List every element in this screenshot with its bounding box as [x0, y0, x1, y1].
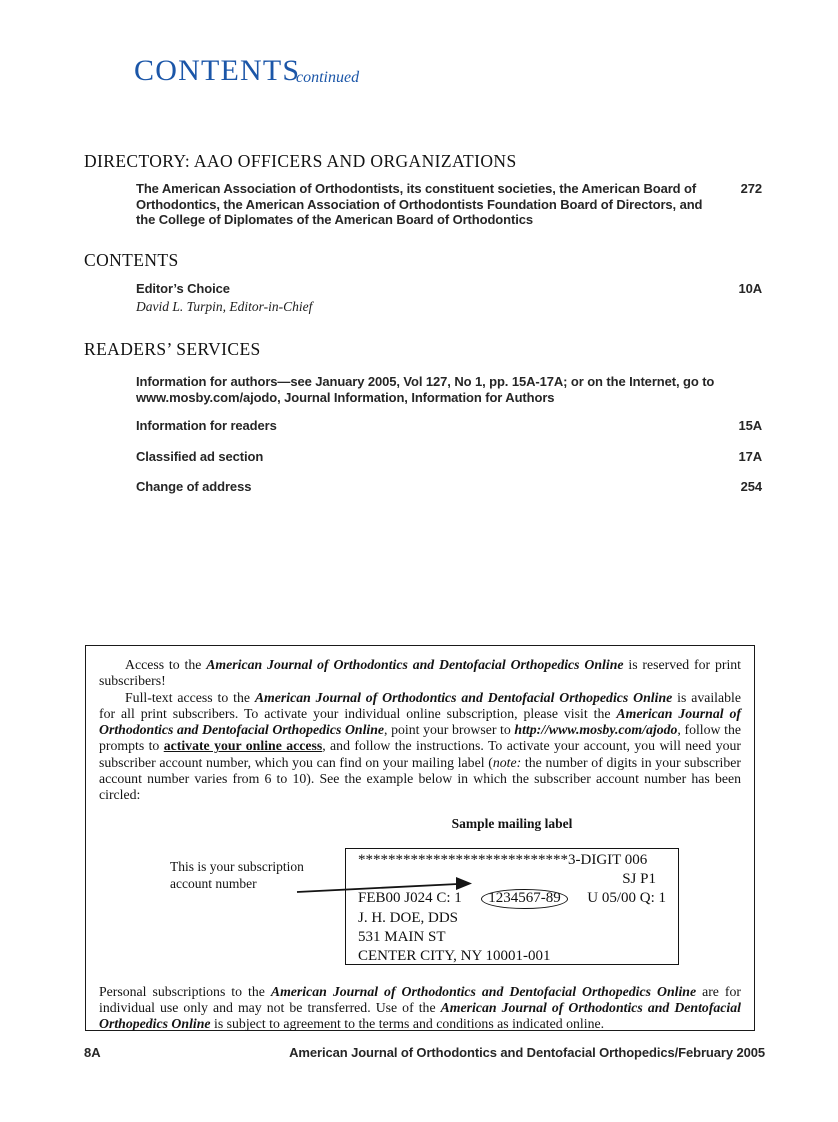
- annotation-line-2: account number: [170, 875, 257, 891]
- label-city-line: CENTER CITY, NY 10001-001: [358, 948, 551, 965]
- entry-page-number: 15A: [738, 418, 762, 433]
- sample-mailing-label-caption: Sample mailing label: [451, 815, 573, 831]
- annotation-line-1: This is your subscription: [170, 858, 304, 874]
- label-street-line: 531 MAIN ST: [358, 929, 446, 946]
- entry-text: Classified ad section: [136, 449, 264, 464]
- label-issue-code: FEB00 J024 C: 1: [358, 890, 462, 907]
- entry-information-for-readers: [136, 418, 762, 434]
- directory-entry: [136, 181, 762, 228]
- editors-choice-page-number: 10A: [738, 281, 762, 296]
- section-heading-directory: DIRECTORY: AAO OFFICERS AND ORGANIZATIONS: [84, 151, 517, 171]
- page-title-continued: continued: [296, 69, 360, 86]
- entry-page-number: 254: [740, 479, 762, 494]
- circled-account-number: 1234567-89: [481, 889, 568, 909]
- label-line-3: [358, 889, 666, 909]
- label-digit-code: 3-DIGIT 006: [568, 851, 648, 868]
- entry-text: Change of address: [136, 479, 252, 494]
- mailing-label-region: [99, 838, 741, 984]
- footer-page-number: 8A: [84, 1045, 101, 1060]
- section-heading-readers-services: READERS’ SERVICES: [84, 339, 261, 359]
- entry-text: Information for authors—see January 2005, Vol 127, No 1, pp. 15A-17A; or on the Internet, go to www.mosby.com/ajodo, Journal Information, Information for Authors: [136, 374, 715, 405]
- fulltext-access-paragraph: Full-text access to the American Journal of Orthodontics and Dentofacial Orthopedics Online is available for all print subscribers. To activate your individual online subscription, please visit the American Journal of Orthodontics and Dentofacial Orthopedics Online, point your browser to http://www.mosby.com/ajodo, follow the prompts to activate your online access, and follow the instructions. To activate your account, you will need your subscriber account number, which you can find on your mailing label (note: the number of digits in your subscriber account number varies from 6 to 10). See the example below in which the subscriber account number has been circled:: [99, 689, 742, 803]
- entry-information-for-authors: [136, 374, 762, 405]
- entry-page-number: 17A: [738, 449, 762, 464]
- label-line-1: [358, 851, 666, 870]
- footer-journal-title: American Journal of Orthodontics and Dentofacial Orthopedics/February 2005: [289, 1045, 765, 1060]
- directory-entry-text: The American Association of Orthodontists, its constituent societies, the American Board of Orthodontics, the American Association of Orthodontists Foundation Board of Directors, and the College of Diplomates of the American Board of Orthodontics: [136, 181, 703, 227]
- entry-classified-ad-section: [136, 449, 762, 465]
- mailing-label-box: [345, 848, 679, 965]
- editors-choice-entry: [136, 281, 762, 314]
- subscription-info-box: [85, 645, 755, 1031]
- section-heading-contents: CONTENTS: [84, 250, 179, 270]
- personal-subscriptions-paragraph: Personal subscriptions to the American Journal of Orthodontics and Dentofacial Orthopedics Online are for individual use only and may not be transferred. Use of the American Journal of Orthodontics and Dentofacial Orthopedics Online is subject to agreement to the terms and conditions as indicated online.: [99, 983, 742, 1032]
- entry-change-of-address: [136, 479, 762, 495]
- editors-choice-byline: David L. Turpin, Editor-in-Chief: [136, 298, 313, 314]
- directory-entry-page-number: 272: [740, 181, 762, 196]
- label-line-2: SJ P1: [622, 870, 656, 887]
- label-right-code: U 05/00 Q: 1: [587, 890, 666, 907]
- label-asterisks: ****************************: [358, 851, 568, 868]
- access-paragraph: Access to the American Journal of Orthodontics and Dentofacial Orthopedics Online is reserved for print subscribers!: [99, 657, 742, 689]
- label-name-line: J. H. DOE, DDS: [358, 910, 459, 927]
- entry-text: Information for readers: [136, 418, 277, 433]
- editors-choice-title: Editor’s Choice: [136, 281, 230, 296]
- page-title: CONTENTS: [134, 54, 301, 87]
- subscription-number-annotation: [170, 858, 304, 892]
